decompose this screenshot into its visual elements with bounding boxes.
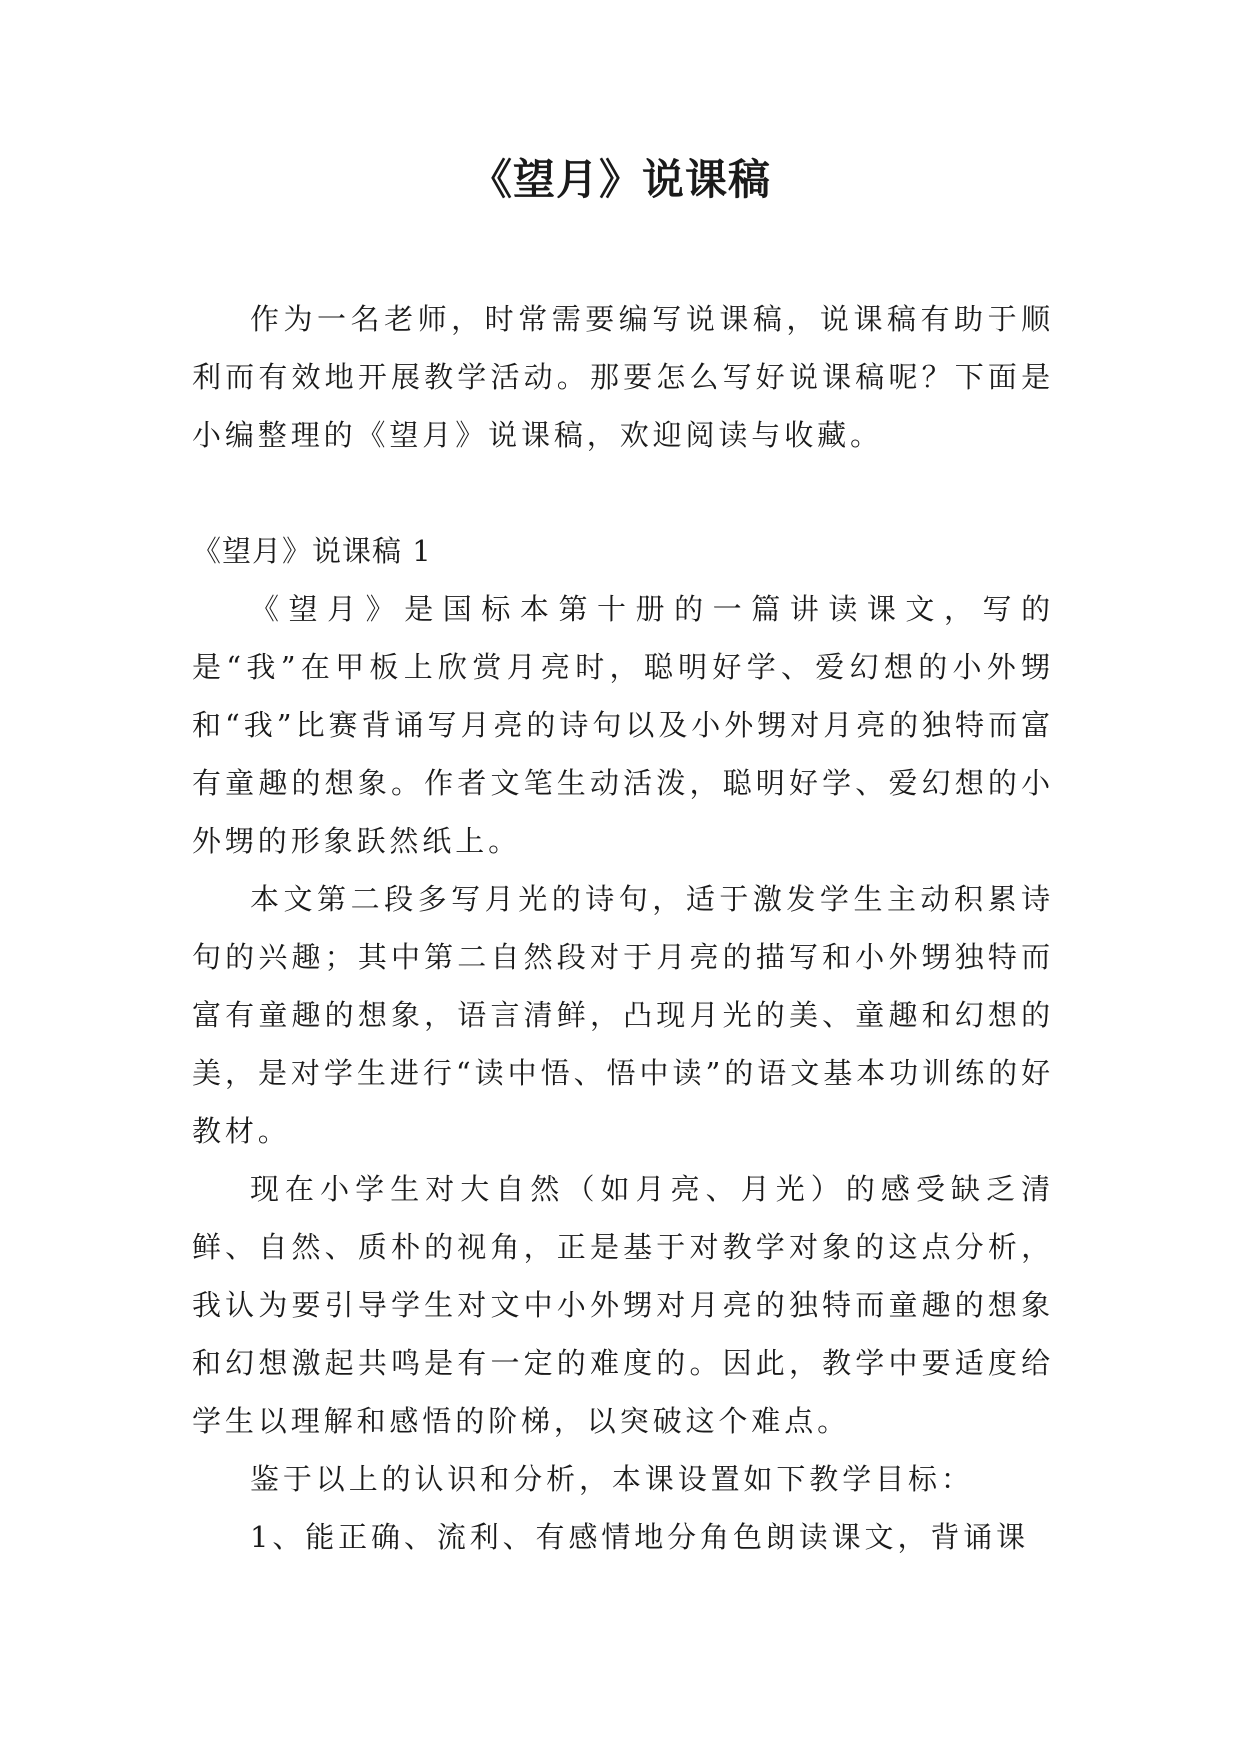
body-paragraph-5: 1、能正确、流利、有感情地分角色朗读课文，背诵课 [250, 1520, 1030, 1554]
body-paragraph-1: 《望月》是国标本第十册的一篇讲读课文，写的是“我”在甲板上欣赏月亮时，聪明好学、爱幻想的小外甥和“我”比赛背诵写月亮的诗句以及小外甥对月亮的独特而富有童趣的想象。作者文笔生动活泼，聪明好学、爱幻想的小外甥的形象跃然纸上。 [192, 592, 1054, 858]
document-body [192, 290, 1054, 1566]
section-heading: 《望月》说课稿 1 [192, 534, 432, 568]
body-paragraph-2: 本文第二段多写月光的诗句，适于激发学生主动积累诗句的兴趣；其中第二自然段对于月亮的描写和小外甥独特而富有童趣的想象，语言清鲜，凸现月光的美、童趣和幻想的美，是对学生进行“读中悟、悟中读”的语文基本功训练的好教材。 [192, 882, 1054, 1148]
body-paragraph-4: 鉴于以上的认识和分析，本课设置如下教学目标： [250, 1462, 974, 1496]
body-paragraph-3: 现在小学生对大自然（如月亮、月光）的感受缺乏清鲜、自然、质朴的视角，正是基于对教学对象的这点分析，我认为要引导学生对文中小外甥对月亮的独特而童趣的想象和幻想激起共鸣是有一定的难度的。因此，教学中要适度给学生以理解和感悟的阶梯，以突破这个难点。 [192, 1172, 1054, 1438]
paragraph-spacer [192, 464, 1054, 522]
document-title: 《望月》说课稿 [469, 155, 771, 204]
intro-paragraph: 作为一名老师，时常需要编写说课稿，说课稿有助于顺利而有效地开展教学活动。那要怎么写好说课稿呢？下面是小编整理的《望月》说课稿，欢迎阅读与收藏。 [192, 302, 1054, 452]
